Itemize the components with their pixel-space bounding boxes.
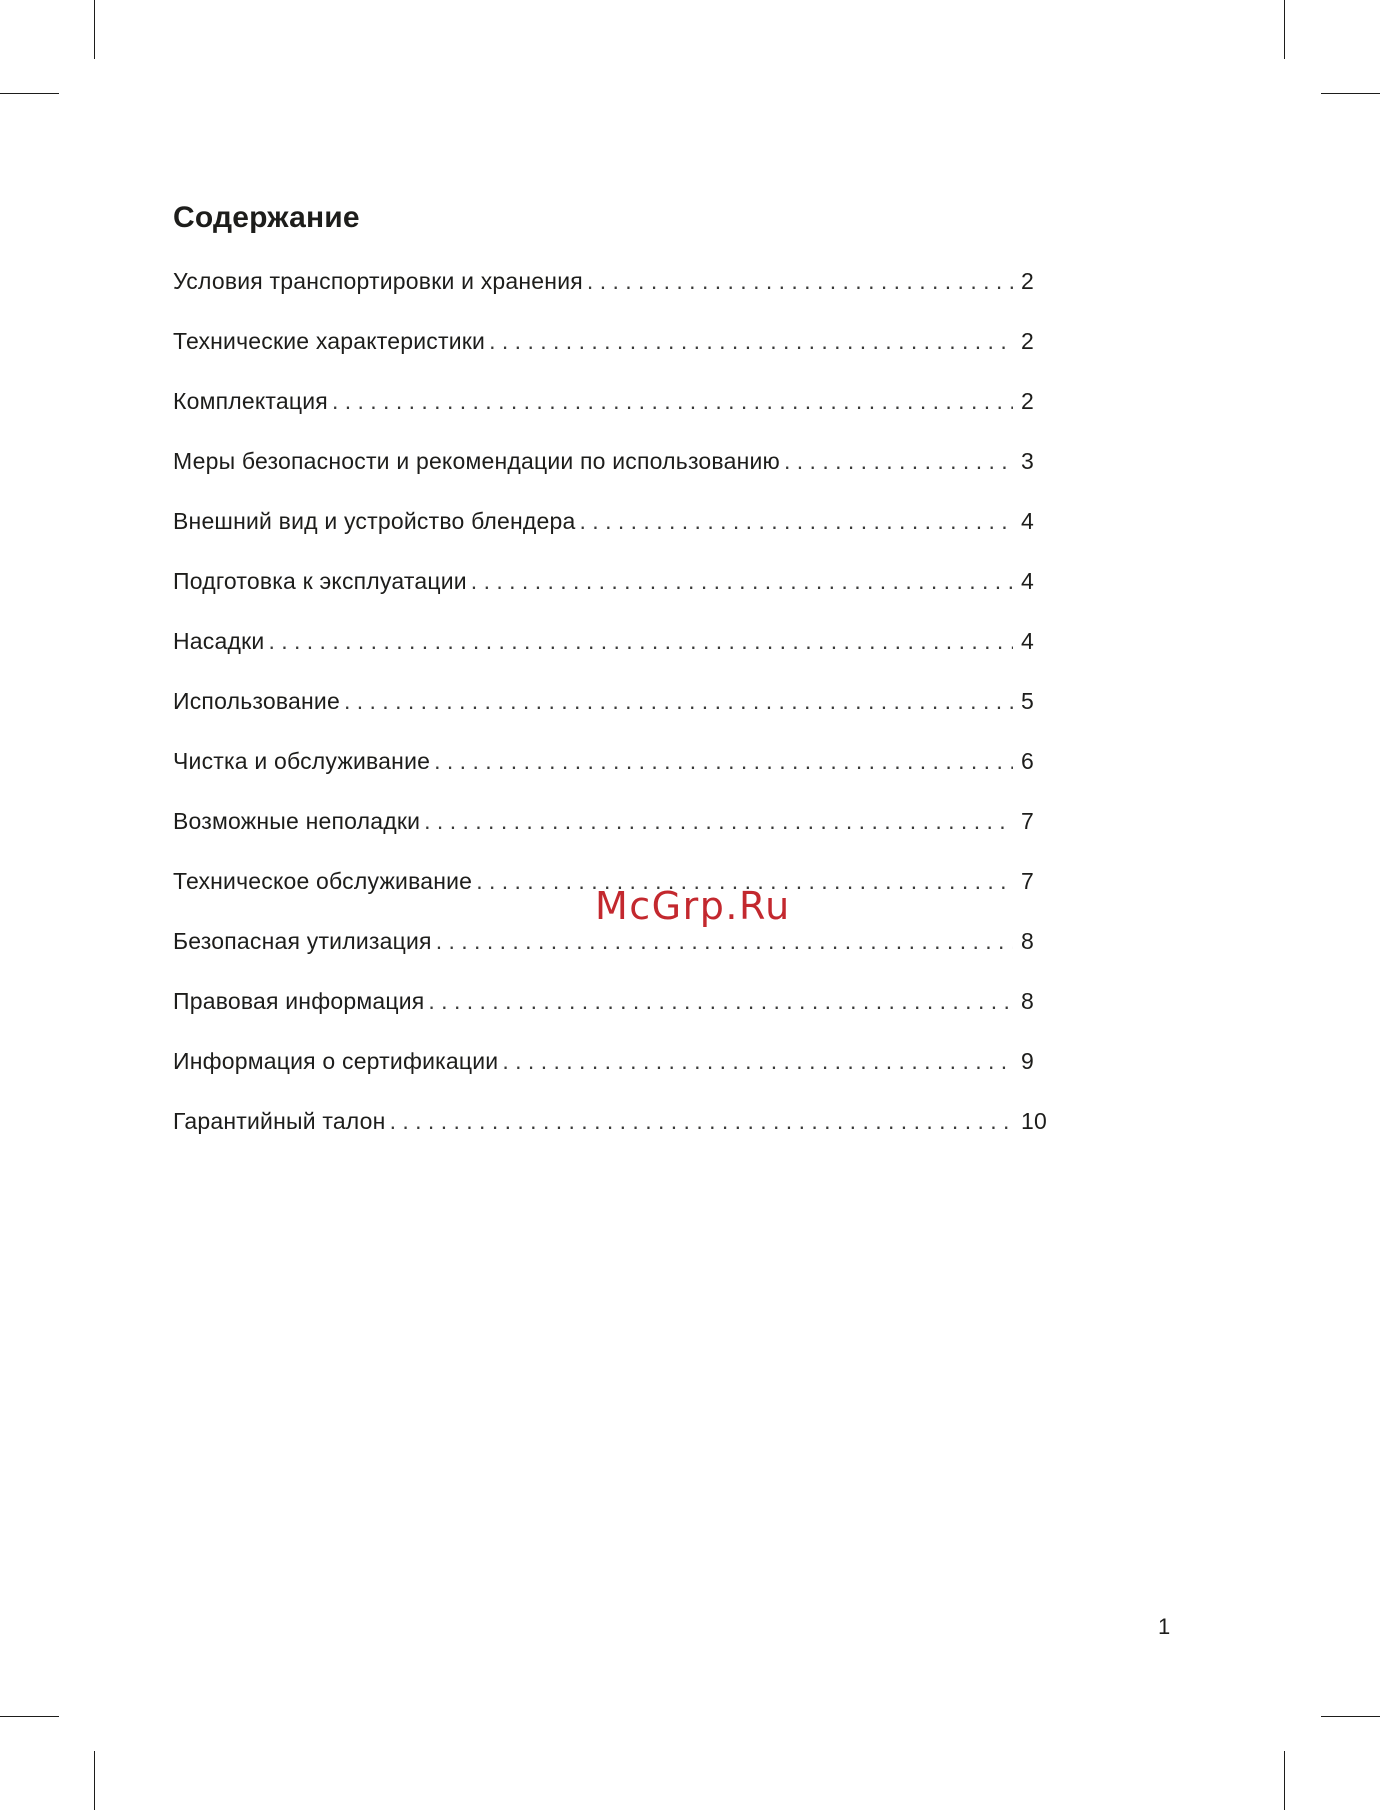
toc-entry — [173, 323, 1048, 383]
toc-entry-page: 9 — [1021, 1048, 1034, 1074]
page-number: 1 — [1158, 1614, 1171, 1639]
toc-entry — [173, 623, 1048, 683]
toc-dot-leader — [587, 263, 1013, 299]
toc-entry — [173, 503, 1048, 563]
toc-entry — [173, 383, 1048, 443]
toc-entry — [173, 743, 1048, 803]
toc-entry-label: Техническое обслуживание — [173, 868, 473, 894]
toc-entry-label: Гарантийный талон — [173, 1108, 386, 1134]
toc-list — [173, 263, 1048, 1163]
toc-entry-label: Технические характеристики — [173, 328, 486, 354]
toc-dot-leader — [428, 983, 1013, 1019]
toc-entry-page: 3 — [1021, 448, 1034, 474]
crop-mark-bottom-left-horizontal — [0, 1716, 59, 1717]
toc-dot-leader — [268, 623, 1013, 659]
toc-entry-label: Насадки — [173, 628, 265, 654]
toc-entry — [173, 803, 1048, 863]
crop-mark-bottom-right-horizontal — [1321, 1716, 1380, 1717]
toc-dot-leader — [784, 443, 1013, 479]
crop-mark-top-left-horizontal — [0, 93, 59, 94]
crop-mark-top-left-vertical — [94, 0, 95, 59]
toc-dot-leader — [502, 1043, 1013, 1079]
toc-entry-label: Правовая информация — [173, 988, 425, 1014]
toc-entry — [173, 263, 1048, 323]
toc-entry-page: 7 — [1021, 868, 1034, 894]
toc-entry-label: Использование — [173, 688, 340, 714]
toc-dot-leader — [424, 803, 1013, 839]
toc-entry-page: 5 — [1021, 688, 1034, 714]
toc-dot-leader — [434, 743, 1013, 779]
crop-mark-top-right-horizontal — [1321, 93, 1380, 94]
toc-entry — [173, 1103, 1048, 1163]
crop-mark-bottom-left-vertical — [94, 1751, 95, 1810]
toc-entry-page: 2 — [1021, 388, 1034, 414]
toc-entry-label: Возможные неполадки — [173, 808, 421, 834]
toc-dot-leader — [332, 383, 1013, 419]
toc-entry-label: Внешний вид и устройство блендера — [173, 508, 576, 534]
toc-dot-leader — [344, 683, 1013, 719]
toc-entry-page: 6 — [1021, 748, 1034, 774]
toc-entry-label: Условия транспортировки и хранения — [173, 268, 583, 294]
toc-entry-label: Чистка и обслуживание — [173, 748, 431, 774]
toc-entry-label: Меры безопасности и рекомендации по использованию — [173, 448, 780, 474]
watermark: McGrp.Ru — [595, 884, 791, 928]
toc-entry-page: 4 — [1021, 508, 1034, 534]
toc-entry — [173, 983, 1048, 1043]
toc-entry — [173, 443, 1048, 503]
toc-entry-label: Информация о сертификации — [173, 1048, 499, 1074]
toc-entry-page: 4 — [1021, 628, 1034, 654]
toc-entry — [173, 1043, 1048, 1103]
toc-title: Содержание — [173, 201, 360, 234]
toc-entry — [173, 683, 1048, 743]
toc-dot-leader — [489, 323, 1013, 359]
toc-entry — [173, 563, 1048, 623]
toc-entry-label: Комплектация — [173, 388, 328, 414]
crop-mark-bottom-right-vertical — [1284, 1751, 1285, 1810]
toc-dot-leader — [390, 1103, 1013, 1139]
toc-entry-page: 8 — [1021, 988, 1034, 1014]
crop-mark-top-right-vertical — [1284, 0, 1285, 59]
toc-entry-page: 8 — [1021, 928, 1034, 954]
toc-entry-label: Безопасная утилизация — [173, 928, 432, 954]
toc-entry-page: 10 — [1021, 1108, 1047, 1134]
toc-dot-leader — [580, 503, 1013, 539]
toc-entry-label: Подготовка к эксплуатации — [173, 568, 467, 594]
toc-entry — [173, 923, 1048, 983]
toc-entry-page: 2 — [1021, 328, 1034, 354]
toc-entry-page: 2 — [1021, 268, 1034, 294]
toc-dot-leader — [471, 563, 1013, 599]
toc-entry-page: 4 — [1021, 568, 1034, 594]
toc-entry-page: 7 — [1021, 808, 1034, 834]
